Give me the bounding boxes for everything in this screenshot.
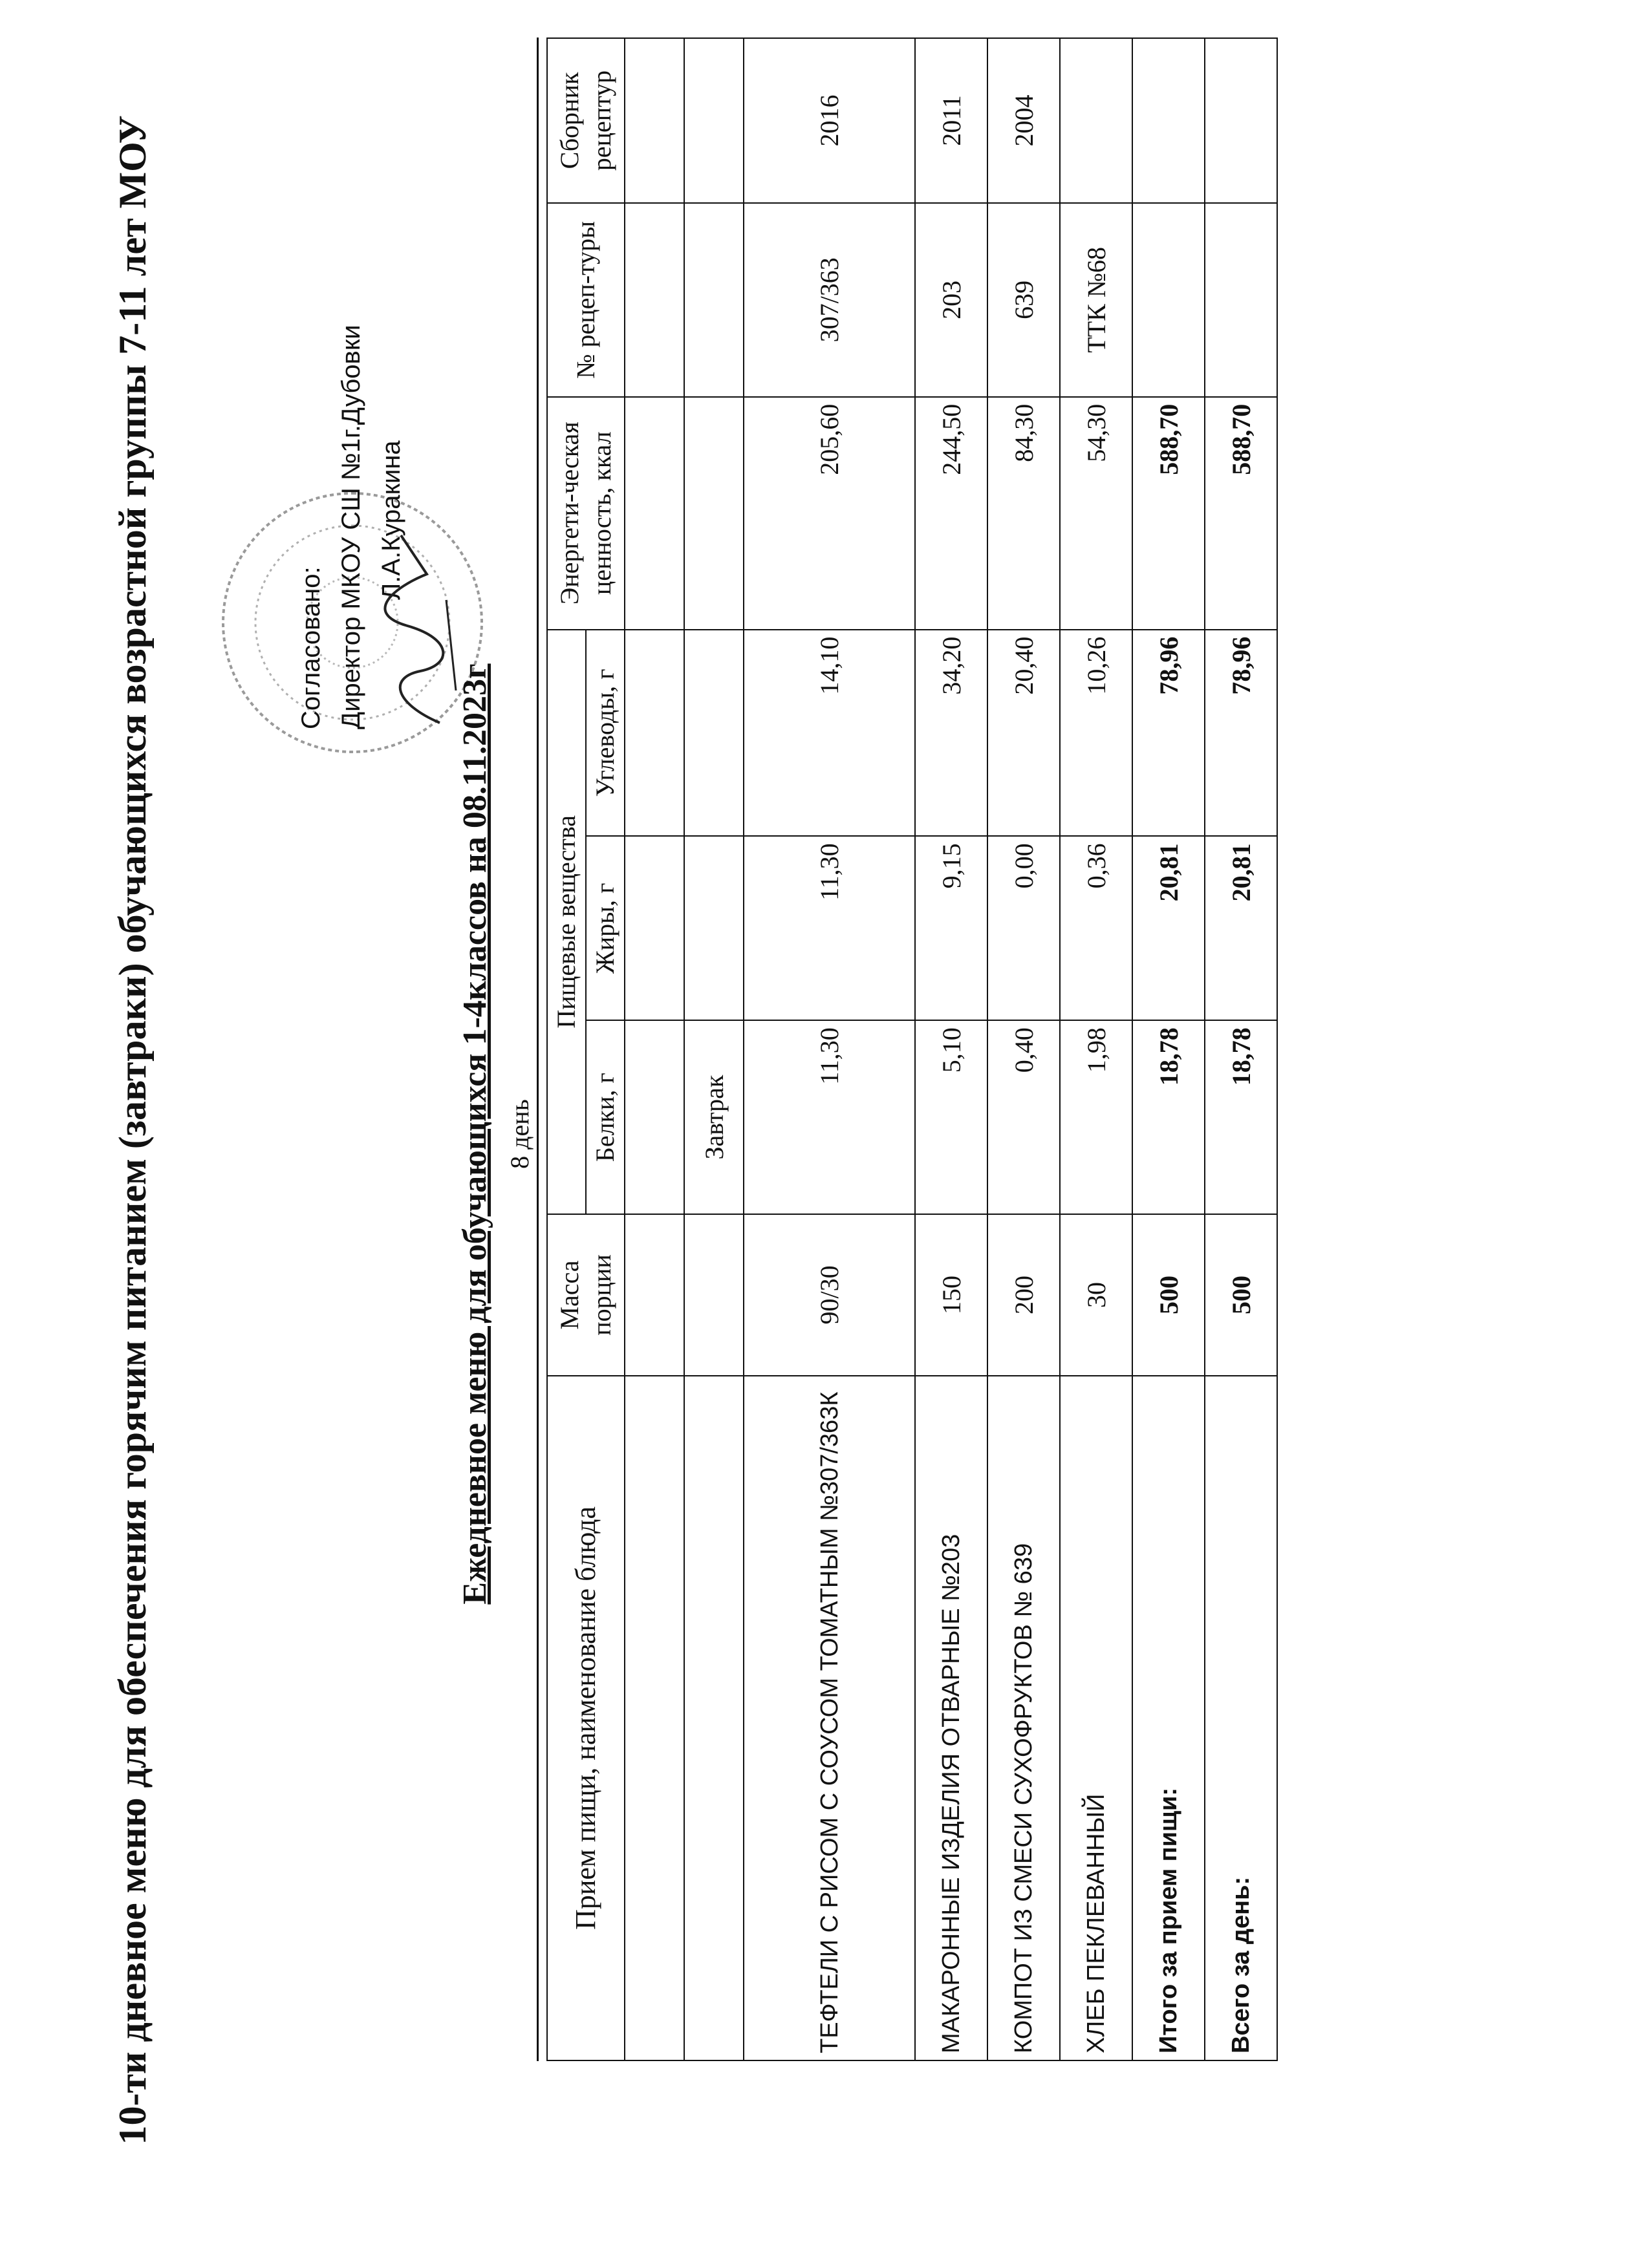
total-meal-mass: 500: [1132, 1214, 1205, 1376]
top-rule: [537, 37, 539, 2061]
total-day-row: [1205, 38, 1277, 2060]
proteins-value: 0,40: [987, 1020, 1060, 1214]
proteins-value: 1,98: [1060, 1020, 1132, 1214]
energy-value: 84,30: [987, 397, 1060, 630]
total-meal-proteins: 18,78: [1132, 1020, 1205, 1214]
total-meal-fats: 20,81: [1132, 836, 1205, 1020]
dish-name: МАКАРОННЫЕ ИЗДЕЛИЯ ОТВАРНЫЕ №203: [915, 1376, 987, 2060]
section-row: [684, 38, 744, 2060]
total-meal-carbs: 78,96: [1132, 630, 1205, 837]
document-title: 10-ти дневное меню для обеспечения горячим питанием (завтраки) обучающихся возрастной группы 7-11 лет МОУ: [111, 115, 154, 2145]
recipe-no: 307/363: [744, 203, 915, 397]
header-nutrients: Пищевые вещества: [547, 630, 586, 1214]
portion-mass: 150: [915, 1214, 987, 1376]
fats-value: 11,30: [744, 836, 915, 1020]
approval-name: Л.А.Куракина: [377, 440, 405, 600]
carbs-value: 10,26: [1060, 630, 1132, 837]
energy-value: 244,50: [915, 397, 987, 630]
recipe-book: 2004: [987, 38, 1060, 203]
header-proteins: Белки, г: [586, 1020, 625, 1214]
table-header-row: [547, 38, 586, 2060]
table-row: [987, 38, 1060, 2060]
recipe-no: ТТК №68: [1060, 203, 1132, 397]
total-day-proteins: 18,78: [1205, 1020, 1277, 1214]
day-label: 8 день: [505, 1099, 534, 1169]
section-label: Завтрак: [684, 1020, 744, 1214]
table-spacer-row: [625, 38, 684, 2060]
table-row: [915, 38, 987, 2060]
recipe-book: 2011: [915, 38, 987, 203]
energy-value: 54,30: [1060, 397, 1132, 630]
total-day-carbs: 78,96: [1205, 630, 1277, 837]
header-recipe-book: Сборник рецептур: [547, 38, 625, 203]
proteins-value: 5,10: [915, 1020, 987, 1214]
portion-mass: 90/30: [744, 1214, 915, 1376]
total-meal-label: Итого за прием пищи:: [1132, 1376, 1205, 2060]
header-carbs: Углеводы, г: [586, 630, 625, 837]
recipe-book: [1060, 38, 1132, 203]
carbs-value: 34,20: [915, 630, 987, 837]
dish-name: ТЕФТЕЛИ С РИСОМ С СОУСОМ ТОМАТНЫМ №307/363К: [744, 1376, 915, 2060]
recipe-no: 639: [987, 203, 1060, 397]
menu-table: [546, 37, 1278, 2061]
carbs-value: 20,40: [987, 630, 1060, 837]
menu-subtitle: Ежедневное меню для обучающихся 1-4классов на 08.11.2023г: [457, 663, 493, 1605]
fats-value: 9,15: [915, 836, 987, 1020]
table-row: [1060, 38, 1132, 2060]
approval-label: Согласовано:: [297, 566, 325, 729]
table-row: [744, 38, 915, 2060]
portion-mass: 30: [1060, 1214, 1132, 1376]
carbs-value: 14,10: [744, 630, 915, 837]
header-portion-mass: Масса порции: [547, 1214, 625, 1376]
total-day-energy: 588,70: [1205, 397, 1277, 630]
header-recipe-no: № рецеп-туры: [547, 203, 625, 397]
portion-mass: 200: [987, 1214, 1060, 1376]
total-day-fats: 20,81: [1205, 836, 1277, 1020]
approval-position: Директор МКОУ СШ №1г.Дубовки: [337, 325, 365, 729]
energy-value: 205,60: [744, 397, 915, 630]
total-day-label: Всего за день:: [1205, 1376, 1277, 2060]
recipe-no: 203: [915, 203, 987, 397]
total-meal-energy: 588,70: [1132, 397, 1205, 630]
total-meal-row: [1132, 38, 1205, 2060]
header-fats: Жиры, г: [586, 836, 625, 1020]
signature: [382, 522, 459, 729]
total-day-mass: 500: [1205, 1214, 1277, 1376]
recipe-book: 2016: [744, 38, 915, 203]
header-energy: Энергети-ческая ценность, ккал: [547, 397, 625, 630]
fats-value: 0,36: [1060, 836, 1132, 1020]
dish-name: ХЛЕБ ПЕКЛЕВАННЫЙ: [1060, 1376, 1132, 2060]
fats-value: 0,00: [987, 836, 1060, 1020]
header-meal-name: Прием пищи, наименование блюда: [547, 1376, 625, 2060]
proteins-value: 11,30: [744, 1020, 915, 1214]
dish-name: КОМПОТ ИЗ СМЕСИ СУХОФРУКТОВ № 639: [987, 1376, 1060, 2060]
